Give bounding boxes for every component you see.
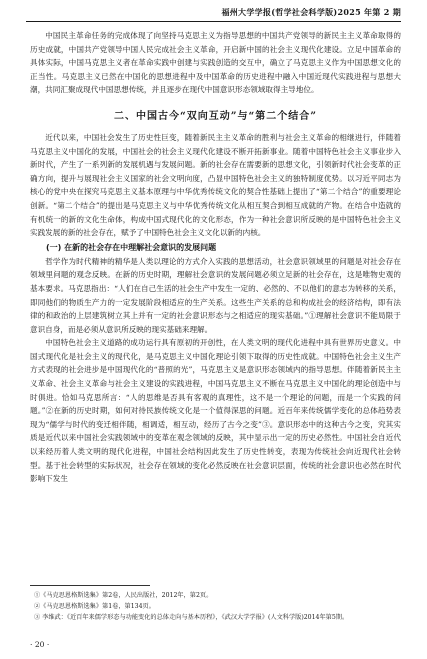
footnote-divider	[30, 585, 150, 586]
paragraph-bottom-1: 哲学作为时代精神的精华是人类以理论的方式介入实践的思想活动，社会意识领域里的问题是对社会存在领域里问题的观念反映。在新的历史时期，理解社会意识的发展问题必须立足新的社会存在，这是唯物史观的基本要求。马克思指出：“人们在自己生活的社会生产中发生一定的、必然的、不以他们的意志为转移的关系，即同他们的物质生产力的一定发展阶段相适应的生产关系。这些生产关系的总和构成社会的经济结构，即有法律的和政治的上层建筑树立其上并有一定的社会意识形态与之相适应的现实基础。”①理解社会意识不能局限于意识自身，而是必须从意识所反映的现实基础来理解。	[30, 256, 401, 334]
paragraph-middle-1: 近代以来，中国社会发生了历史性巨变，随着新民主主义革命的胜利与社会主义革命的相继进行，伴随着马克思主义中国化的发展，中国社会的社会主义现代化建设不断开拓新事业。随着中国特色社会主义事业步入新时代，产生了一系列新的发展机遇与发展问题。新的社会存在需要新的思想文化，引领新时代社会变革的正确方向，提升与展现社会主义国家的社会文明向度，凸显中国特色社会主义的独特制度优势。以习近平同志为核心的党中央在探究马克思主义基本原理与中华优秀传统文化的契合性基础上提出了“第二个结合”的重要理论创新。“第二个结合”的提出是马克思主义与中华优秀传统文化从相互契合到相互成就的产物。在结合中造就的有机统一的新的文化生命体，构成中国式现代化的文化形态，作为一种社会意识所反映的是中国特色社会主义实践发展的新的社会存在，赋予了中国特色社会主义文化以新的内核。	[30, 132, 401, 238]
footnotes	[34, 591, 401, 623]
paragraph-bottom-2: 中国特色社会主义道路的成功运行具有原初的开创性，在人类文明的现代化进程中具有世界历史意义。中国式现代化是社会主义的现代化，是马克思主义中国化理论引领下取得的历史性成就。中国特色社会主义生产方式表现的社会进步是中国现代化的“普照的光”，马克思主义是意识形态领域内的指导思想。伴随着新民主主义革命、社会主义革命与社会主义建设的实践进程，中国马克思主义不断在马克思主义中国化的理论创造中与时俱进。恰如马克思所言：“人的思维是否具有客观的真理性，这不是一个理论的问题，而是一个实践的问题。”②在新的历史时期，如何对待民族传统文化是一个值得深思的问题。近百年来传统儒学变化的总体趋势表现为“儒学与时代的变迁相伴随，相调适，相互动，经历了古今之变”③。意识形态中的这种古今之变，究其实质是近代以来中国社会实践领域中的变革在观念领域的反映，其中显示出一定的历史必然性。中国社会自近代以来经历着人类文明的现代化进程，中国社会结构因此发生了历史性转变，表现为传统社会向近现代社会转型。基于社会转型的实际状况，社会存在领域的变化必然反映在社会意识层面，传统的社会意识也必然在时代影响下发生	[30, 338, 401, 484]
subsection-title: (一) 在新的社会存在中理解社会意识的发展问题	[46, 242, 217, 252]
paragraph-top-1: 中国民主革命任务的完成体现了向坚持马克思主义为指导思想的中国共产党领导的新民主主义革命取得的历史成就，中国共产党领导中国人民完成社会主义革命，开启新中国的社会主义现代化建设。立足中国革命的具体实际，中国马克思主义者在革命实践中创建与实践创造的交互中，确立了马克思主义作为中国思想文化的正当性。马克思主义已然在中国化的思想进程中及中国革命的历史进程中融入中国近现代实践进程与思想大潮，共同汇聚成现代中国思想传统，并且逐步在现代中国意识形态领域取得主导地位。	[30, 31, 401, 95]
body-text	[30, 29, 401, 486]
footnote-1: ①《马克思恩格斯选集》第2卷，人民出版社，2012年，第2页。	[34, 592, 213, 599]
running-header: 福州大学学报(哲学社会科学版)2025 年第 2 期	[26, 7, 401, 22]
footnote-3: ③ 李维武：《近百年来儒学形态与功能变化的总体走向与基本历程》，《武汉大学学报》(人文科学版)2014年第5期。	[34, 613, 349, 621]
footnote-2: ②《马克思恩格斯选集》第1卷，第134页。	[34, 602, 155, 610]
page-number: · 20 ·	[30, 640, 50, 649]
section-title: 二、中国古今“双向互动”与“第二个结合”	[113, 110, 317, 122]
